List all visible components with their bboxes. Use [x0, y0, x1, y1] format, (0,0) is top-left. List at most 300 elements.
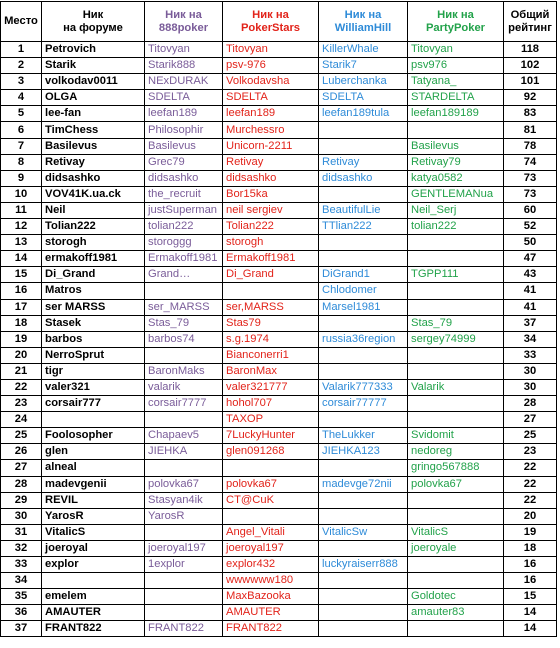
cell-partypoker-nick: Neil_Serj — [408, 202, 504, 218]
cell-forum-nick: Foolosopher — [42, 428, 145, 444]
cell-forum-nick: TimChess — [42, 122, 145, 138]
cell-pokerstars-nick: Tolian222 — [223, 219, 319, 235]
table-row — [1, 331, 557, 347]
cell-place: 26 — [1, 444, 42, 460]
cell-place: 9 — [1, 170, 42, 186]
header-ps-line1: Ник на — [252, 8, 289, 21]
cell-total-rating: 23 — [504, 444, 557, 460]
cell-place: 36 — [1, 605, 42, 621]
cell-888poker-nick: Basilevus — [145, 138, 223, 154]
table-row — [1, 605, 557, 621]
cell-total-rating: 28 — [504, 396, 557, 412]
table-row — [1, 508, 557, 524]
cell-total-rating: 81 — [504, 122, 557, 138]
cell-pokerstars-nick: ser,MARSS — [223, 299, 319, 315]
cell-williamhill-nick: russia36region — [319, 331, 408, 347]
cell-888poker-nick: storoggg — [145, 235, 223, 251]
cell-williamhill-nick: JIEHKA123 — [319, 444, 408, 460]
rating-table — [0, 1, 557, 637]
cell-place: 30 — [1, 508, 42, 524]
cell-888poker-nick — [145, 283, 223, 299]
cell-total-rating: 14 — [504, 621, 557, 637]
table-body — [1, 42, 557, 637]
cell-888poker-nick — [145, 524, 223, 540]
cell-888poker-nick: JIEHKA — [145, 444, 223, 460]
cell-forum-nick: Di_Grand — [42, 267, 145, 283]
cell-888poker-nick: Stas_79 — [145, 315, 223, 331]
cell-place: 21 — [1, 363, 42, 379]
header-place — [1, 2, 42, 42]
cell-williamhill-nick: Marsel1981 — [319, 299, 408, 315]
cell-williamhill-nick — [319, 605, 408, 621]
table-row — [1, 428, 557, 444]
cell-place: 10 — [1, 186, 42, 202]
table-row — [1, 492, 557, 508]
cell-place: 22 — [1, 379, 42, 395]
cell-forum-nick: Basilevus — [42, 138, 145, 154]
cell-forum-nick: Matros — [42, 283, 145, 299]
cell-total-rating: 20 — [504, 508, 557, 524]
cell-pokerstars-nick: 7LuckyHunter — [223, 428, 319, 444]
cell-place: 2 — [1, 58, 42, 74]
cell-place: 1 — [1, 42, 42, 58]
cell-williamhill-nick — [319, 621, 408, 637]
cell-pokerstars-nick: Unicorn-2211 — [223, 138, 319, 154]
header-place-label: Место — [4, 15, 38, 27]
cell-total-rating: 34 — [504, 331, 557, 347]
cell-place: 17 — [1, 299, 42, 315]
cell-forum-nick: storogh — [42, 235, 145, 251]
cell-888poker-nick: Ermakoff1981 — [145, 251, 223, 267]
cell-williamhill-nick — [319, 347, 408, 363]
table-row — [1, 186, 557, 202]
cell-total-rating: 43 — [504, 267, 557, 283]
cell-williamhill-nick: corsair77777 — [319, 396, 408, 412]
cell-place: 13 — [1, 235, 42, 251]
table-row — [1, 379, 557, 395]
table-row — [1, 315, 557, 331]
cell-total-rating: 78 — [504, 138, 557, 154]
header-wh-line1: Ник на — [344, 8, 382, 21]
cell-forum-nick: REVIL — [42, 492, 145, 508]
cell-forum-nick: Tolian222 — [42, 219, 145, 235]
cell-place: 35 — [1, 589, 42, 605]
cell-williamhill-nick — [319, 315, 408, 331]
cell-place: 27 — [1, 460, 42, 476]
cell-total-rating: 22 — [504, 476, 557, 492]
cell-total-rating: 19 — [504, 524, 557, 540]
cell-888poker-nick — [145, 605, 223, 621]
table-row — [1, 589, 557, 605]
cell-pokerstars-nick: CT@CuK — [223, 492, 319, 508]
cell-forum-nick: valer321 — [42, 379, 145, 395]
cell-partypoker-nick — [408, 283, 504, 299]
cell-total-rating: 92 — [504, 90, 557, 106]
cell-place: 11 — [1, 202, 42, 218]
cell-partypoker-nick: Valarik — [408, 379, 504, 395]
cell-williamhill-nick: Luberchanka — [319, 74, 408, 90]
cell-partypoker-nick — [408, 347, 504, 363]
table-row — [1, 412, 557, 428]
table-row — [1, 557, 557, 573]
cell-total-rating: 22 — [504, 492, 557, 508]
cell-place: 31 — [1, 524, 42, 540]
table-header — [1, 2, 557, 42]
cell-total-rating: 15 — [504, 589, 557, 605]
cell-total-rating: 60 — [504, 202, 557, 218]
cell-partypoker-nick: joeroyale — [408, 540, 504, 556]
cell-place: 23 — [1, 396, 42, 412]
cell-888poker-nick — [145, 460, 223, 476]
cell-partypoker-nick: sergey74999 — [408, 331, 504, 347]
cell-total-rating: 16 — [504, 557, 557, 573]
cell-total-rating: 30 — [504, 363, 557, 379]
cell-total-rating: 33 — [504, 347, 557, 363]
header-forum-nick — [42, 2, 145, 42]
cell-forum-nick: explor — [42, 557, 145, 573]
cell-williamhill-nick — [319, 412, 408, 428]
cell-partypoker-nick: Svidomit — [408, 428, 504, 444]
cell-forum-nick: alneal — [42, 460, 145, 476]
cell-total-rating: 73 — [504, 170, 557, 186]
cell-place: 15 — [1, 267, 42, 283]
cell-williamhill-nick — [319, 460, 408, 476]
cell-partypoker-nick: Retivay79 — [408, 154, 504, 170]
cell-partypoker-nick: gringo567888 — [408, 460, 504, 476]
cell-williamhill-nick: SDELTA — [319, 90, 408, 106]
cell-place: 33 — [1, 557, 42, 573]
cell-partypoker-nick — [408, 299, 504, 315]
cell-partypoker-nick: tolian222 — [408, 219, 504, 235]
cell-pokerstars-nick — [223, 460, 319, 476]
cell-888poker-nick: valarik — [145, 379, 223, 395]
cell-pokerstars-nick: Bor15ka — [223, 186, 319, 202]
header-total-line1: Общий — [510, 8, 550, 21]
cell-pokerstars-nick: glen091268 — [223, 444, 319, 460]
cell-place: 14 — [1, 251, 42, 267]
cell-total-rating: 83 — [504, 106, 557, 122]
cell-forum-nick: VOV41K.ua.ck — [42, 186, 145, 202]
cell-888poker-nick: SDELTA — [145, 90, 223, 106]
cell-place: 16 — [1, 283, 42, 299]
cell-pokerstars-nick: valer321777 — [223, 379, 319, 395]
cell-pokerstars-nick: Volkodavsha — [223, 74, 319, 90]
cell-partypoker-nick — [408, 412, 504, 428]
table-row — [1, 235, 557, 251]
cell-place: 6 — [1, 122, 42, 138]
cell-888poker-nick — [145, 412, 223, 428]
cell-888poker-nick: Starik888 — [145, 58, 223, 74]
cell-total-rating: 74 — [504, 154, 557, 170]
cell-partypoker-nick — [408, 363, 504, 379]
cell-total-rating: 101 — [504, 74, 557, 90]
cell-williamhill-nick — [319, 508, 408, 524]
cell-pokerstars-nick: Titovyan — [223, 42, 319, 58]
cell-partypoker-nick — [408, 122, 504, 138]
table-row — [1, 396, 557, 412]
cell-888poker-nick: didsashko — [145, 170, 223, 186]
cell-partypoker-nick: psv976 — [408, 58, 504, 74]
cell-williamhill-nick — [319, 235, 408, 251]
cell-partypoker-nick: STARDELTA — [408, 90, 504, 106]
cell-partypoker-nick: Stas_79 — [408, 315, 504, 331]
cell-place: 29 — [1, 492, 42, 508]
cell-forum-nick: Retivay — [42, 154, 145, 170]
cell-williamhill-nick: Chlodomer — [319, 283, 408, 299]
cell-williamhill-nick: DiGrand1 — [319, 267, 408, 283]
cell-pokerstars-nick: storogh — [223, 235, 319, 251]
cell-williamhill-nick: Valarik777333 — [319, 379, 408, 395]
cell-forum-nick: Stasek — [42, 315, 145, 331]
cell-place: 34 — [1, 573, 42, 589]
cell-forum-nick: volkodav0011 — [42, 74, 145, 90]
cell-888poker-nick: joeroyal197 — [145, 540, 223, 556]
cell-partypoker-nick: Tatyana_ — [408, 74, 504, 90]
cell-forum-nick: Starik — [42, 58, 145, 74]
cell-pokerstars-nick: Bianconerri1 — [223, 347, 319, 363]
cell-total-rating: 27 — [504, 412, 557, 428]
table-row — [1, 90, 557, 106]
cell-total-rating: 41 — [504, 299, 557, 315]
cell-pokerstars-nick: didsashko — [223, 170, 319, 186]
cell-888poker-nick: Grand… — [145, 267, 223, 283]
cell-partypoker-nick: VitalicS — [408, 524, 504, 540]
cell-williamhill-nick: Starik7 — [319, 58, 408, 74]
cell-pokerstars-nick: SDELTA — [223, 90, 319, 106]
cell-place: 3 — [1, 74, 42, 90]
cell-total-rating: 22 — [504, 460, 557, 476]
cell-williamhill-nick — [319, 573, 408, 589]
cell-forum-nick: AMAUTER — [42, 605, 145, 621]
cell-partypoker-nick — [408, 621, 504, 637]
cell-williamhill-nick: Retivay — [319, 154, 408, 170]
cell-total-rating: 47 — [504, 251, 557, 267]
cell-pokerstars-nick: explor432 — [223, 557, 319, 573]
header-ps-line2: PokerStars — [240, 21, 301, 34]
cell-pokerstars-nick: BaronMax — [223, 363, 319, 379]
header-total-rating — [504, 2, 557, 42]
cell-pokerstars-nick: Di_Grand — [223, 267, 319, 283]
cell-pokerstars-nick: AMAUTER — [223, 605, 319, 621]
cell-888poker-nick — [145, 347, 223, 363]
table-row — [1, 347, 557, 363]
cell-888poker-nick: Philosophir — [145, 122, 223, 138]
cell-forum-nick: VitalicS — [42, 524, 145, 540]
cell-888poker-nick: the_recruit — [145, 186, 223, 202]
header-pp-line2: PartyPoker — [425, 21, 486, 34]
header-888-line1: Ник на — [165, 8, 202, 21]
cell-total-rating: 18 — [504, 540, 557, 556]
table-row — [1, 170, 557, 186]
cell-total-rating: 102 — [504, 58, 557, 74]
cell-pokerstars-nick: MaxBazooka — [223, 589, 319, 605]
cell-partypoker-nick — [408, 573, 504, 589]
table-row — [1, 363, 557, 379]
cell-place: 19 — [1, 331, 42, 347]
cell-williamhill-nick: madevge72nii — [319, 476, 408, 492]
cell-williamhill-nick: VitalicSw — [319, 524, 408, 540]
cell-888poker-nick: corsair7777 — [145, 396, 223, 412]
cell-forum-nick: YarosR — [42, 508, 145, 524]
cell-partypoker-nick: TGPP111 — [408, 267, 504, 283]
cell-williamhill-nick — [319, 186, 408, 202]
cell-williamhill-nick — [319, 492, 408, 508]
cell-total-rating: 52 — [504, 219, 557, 235]
cell-forum-nick — [42, 573, 145, 589]
cell-forum-nick: joeroyal — [42, 540, 145, 556]
cell-williamhill-nick: didsashko — [319, 170, 408, 186]
cell-pokerstars-nick: Retivay — [223, 154, 319, 170]
cell-place: 12 — [1, 219, 42, 235]
cell-forum-nick — [42, 412, 145, 428]
table-row — [1, 106, 557, 122]
table-row — [1, 267, 557, 283]
cell-forum-nick: OLGA — [42, 90, 145, 106]
cell-total-rating: 14 — [504, 605, 557, 621]
cell-williamhill-nick: leefan189tula — [319, 106, 408, 122]
cell-partypoker-nick — [408, 492, 504, 508]
table-row — [1, 444, 557, 460]
cell-forum-nick: ermakoff1981 — [42, 251, 145, 267]
cell-place: 8 — [1, 154, 42, 170]
table-row — [1, 573, 557, 589]
cell-partypoker-nick: nedoreg — [408, 444, 504, 460]
cell-888poker-nick — [145, 589, 223, 605]
cell-forum-nick: FRANT822 — [42, 621, 145, 637]
header-wh-line2: WilliamHill — [334, 21, 392, 34]
rating-table-container — [0, 1, 557, 637]
cell-place: 25 — [1, 428, 42, 444]
cell-pokerstars-nick: wwwwww180 — [223, 573, 319, 589]
cell-888poker-nick: Titovyan — [145, 42, 223, 58]
table-row — [1, 74, 557, 90]
cell-place: 37 — [1, 621, 42, 637]
cell-partypoker-nick: GENTLEMANua — [408, 186, 504, 202]
cell-place: 7 — [1, 138, 42, 154]
cell-pokerstars-nick: psv-976 — [223, 58, 319, 74]
header-pokerstars-nick — [223, 2, 319, 42]
cell-williamhill-nick — [319, 138, 408, 154]
cell-forum-nick: ser MARSS — [42, 299, 145, 315]
header-total-line2: рейтинг — [508, 21, 552, 34]
header-williamhill-nick — [319, 2, 408, 42]
cell-pokerstars-nick: FRANT822 — [223, 621, 319, 637]
cell-forum-nick: NerroSprut — [42, 347, 145, 363]
header-forum-line1: Ник — [82, 8, 104, 21]
cell-partypoker-nick: Basilevus — [408, 138, 504, 154]
cell-williamhill-nick — [319, 540, 408, 556]
cell-888poker-nick: BaronMaks — [145, 363, 223, 379]
cell-partypoker-nick: leefan189189 — [408, 106, 504, 122]
cell-place: 28 — [1, 476, 42, 492]
cell-pokerstars-nick — [223, 508, 319, 524]
cell-pokerstars-nick: Stas79 — [223, 315, 319, 331]
table-row — [1, 299, 557, 315]
table-row — [1, 621, 557, 637]
cell-williamhill-nick — [319, 251, 408, 267]
table-row — [1, 138, 557, 154]
cell-888poker-nick: justSuperman — [145, 202, 223, 218]
table-row — [1, 251, 557, 267]
cell-partypoker-nick — [408, 508, 504, 524]
header-888poker-nick — [145, 2, 223, 42]
table-row — [1, 42, 557, 58]
header-row — [1, 2, 557, 42]
header-forum-line2: на форуме — [63, 21, 123, 34]
cell-pokerstars-nick: s.g.1974 — [223, 331, 319, 347]
cell-forum-nick: emelem — [42, 589, 145, 605]
cell-partypoker-nick — [408, 235, 504, 251]
cell-williamhill-nick — [319, 589, 408, 605]
cell-partypoker-nick: Goldotec — [408, 589, 504, 605]
cell-total-rating: 25 — [504, 428, 557, 444]
header-888-line2: 888poker — [158, 21, 209, 34]
cell-total-rating: 41 — [504, 283, 557, 299]
cell-pokerstars-nick: leefan189 — [223, 106, 319, 122]
cell-888poker-nick: Chapaev5 — [145, 428, 223, 444]
cell-place: 18 — [1, 315, 42, 331]
header-partypoker-nick — [408, 2, 504, 42]
table-row — [1, 219, 557, 235]
cell-total-rating: 37 — [504, 315, 557, 331]
cell-pokerstars-nick: neil sergiev — [223, 202, 319, 218]
cell-forum-nick: corsair777 — [42, 396, 145, 412]
cell-williamhill-nick: luckyraiserr888 — [319, 557, 408, 573]
cell-place: 5 — [1, 106, 42, 122]
cell-pokerstars-nick: polovka67 — [223, 476, 319, 492]
cell-place: 32 — [1, 540, 42, 556]
cell-forum-nick: lee-fan — [42, 106, 145, 122]
cell-place: 24 — [1, 412, 42, 428]
cell-williamhill-nick: TTlian222 — [319, 219, 408, 235]
cell-total-rating: 73 — [504, 186, 557, 202]
cell-pokerstars-nick: joeroyal197 — [223, 540, 319, 556]
table-row — [1, 283, 557, 299]
cell-williamhill-nick — [319, 122, 408, 138]
cell-forum-nick: glen — [42, 444, 145, 460]
cell-williamhill-nick: KillerWhale — [319, 42, 408, 58]
cell-888poker-nick: ser_MARSS — [145, 299, 223, 315]
cell-pokerstars-nick: Ermakoff1981 — [223, 251, 319, 267]
cell-williamhill-nick: BeautifulLie — [319, 202, 408, 218]
cell-partypoker-nick — [408, 396, 504, 412]
cell-888poker-nick: NExDURAK — [145, 74, 223, 90]
cell-place: 4 — [1, 90, 42, 106]
header-pp-line1: Ник на — [437, 8, 474, 21]
table-row — [1, 122, 557, 138]
table-row — [1, 154, 557, 170]
cell-888poker-nick: Stasyan4ik — [145, 492, 223, 508]
cell-forum-nick: Neil — [42, 202, 145, 218]
cell-partypoker-nick — [408, 251, 504, 267]
cell-pokerstars-nick — [223, 283, 319, 299]
cell-888poker-nick: Grec79 — [145, 154, 223, 170]
table-row — [1, 58, 557, 74]
cell-williamhill-nick — [319, 363, 408, 379]
table-row — [1, 476, 557, 492]
cell-forum-nick: Petrovich — [42, 42, 145, 58]
cell-888poker-nick: barbos74 — [145, 331, 223, 347]
cell-888poker-nick: polovka67 — [145, 476, 223, 492]
cell-forum-nick: didsashko — [42, 170, 145, 186]
table-row — [1, 540, 557, 556]
cell-williamhill-nick: TheLukker — [319, 428, 408, 444]
cell-pokerstars-nick: hohol707 — [223, 396, 319, 412]
cell-total-rating: 118 — [504, 42, 557, 58]
cell-forum-nick: madevgenii — [42, 476, 145, 492]
cell-pokerstars-nick: Angel_Vitali — [223, 524, 319, 540]
cell-forum-nick: tigr — [42, 363, 145, 379]
